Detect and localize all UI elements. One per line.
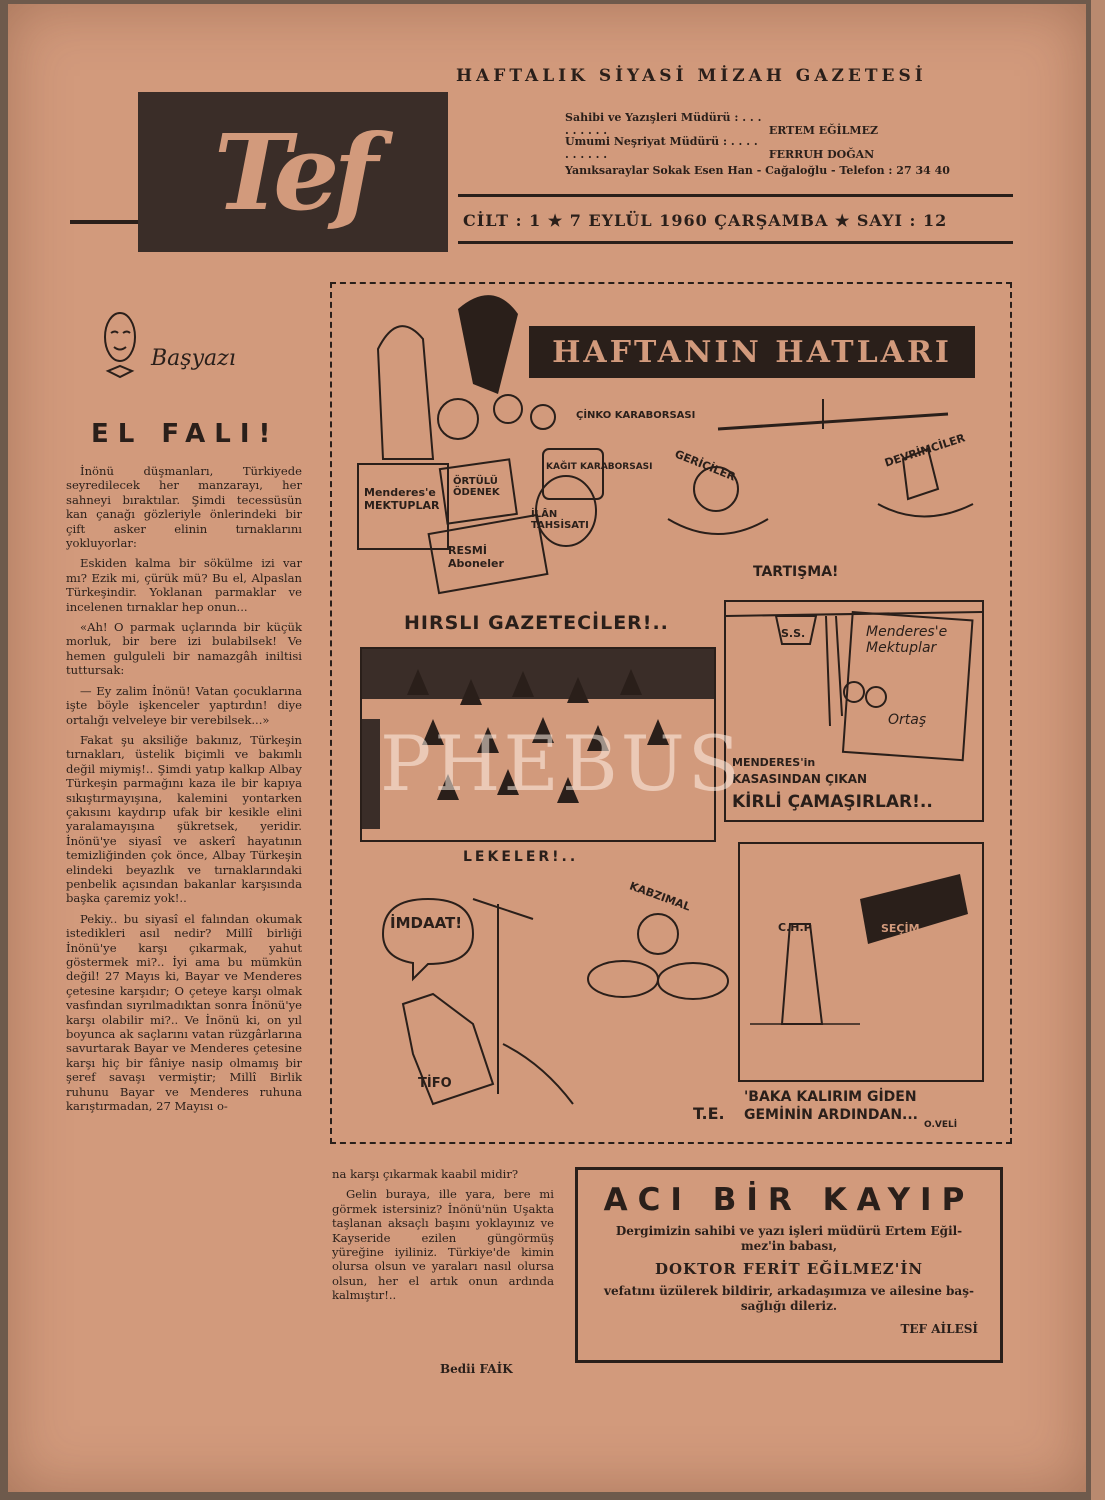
paragraph: Gelin buraya, ille yara, bere mi görmek istersiniz? İnönü'nün Uşakta taşlanan aksaçlı başını yoklayınız ve Kayseride ezilen güngörmüş yüreğine iyiliniz. Türkiye'de kimin olursa olsun ve yaraları nasıl olursa olsun, her el artık onun ardında kalmıştır!.. [332,1187,554,1303]
editorial-column-1 [66,464,302,1119]
newspaper-page [8,4,1086,1492]
issue-top-rule [458,194,1013,197]
label-secim: SEÇİM [881,922,920,935]
panel-shadow [362,719,380,829]
obituary-signature: TEF AİLESİ [900,1322,978,1336]
label-gericiler: GERİCİLER [672,447,738,484]
editorial-headline: EL FALI! [91,419,280,449]
obituary-name: DOKTOR FERİT EĞİLMEZ'İN [654,1260,924,1278]
label-kagit: KAĞIT KARABORSASI [546,462,653,472]
caption-geminin: GEMİNİN ARDINDAN... [744,1107,919,1123]
paragraph: Fakat şu aksiliğe bakınız, Türkeşin tırnakları, üstelik biçimli ve bakımlı değil miymiş!.. Şimdi yatıp kalkıp Albay Türkeşin parmağını kaza ile bir kapıya sıkıştırmayışına, kalemini yontarken çakısını kaydırıp ufak bir kesikle elini yaralamayışına şükretsek, yeridir. İnönü'ye siyasî ve askerî hayatının temizliğinden çok önce, Albay Türkeşin elindeki beyazlık ve tırnaklarındaki penbelik açısından bakanlar karşısında başka çaremiz yok!.. [66,732,302,906]
kabzimal-drawing [583,899,733,1009]
label-ortulu-odenek: ÖRTÜLÜ ÖDENEK [453,476,500,498]
label-menderese-mektuplar: Menderes'e Mektuplar [866,624,948,656]
address-line: Yanıksaraylar Sokak Esen Han - Cağaloğlu - Telefon : 27 34 40 [565,164,950,177]
section-label: Başyazı [151,346,236,371]
label-devrimciler: DEVRİMCİLER [883,431,967,470]
label-resmi-aboneler: RESMİ Aboneler [448,544,504,570]
obituary-line: vefatını üzülerek bildirir, arkadaşımıza ve ailesine baş- [604,1284,974,1298]
obituary-line: Dergimizin sahibi ve yazı işleri müdürü Ertem Eğil- [615,1224,963,1238]
stain-icon [407,669,429,695]
stain-icon [512,671,534,697]
paragraph: — Ey zalim İnönü! Vatan çocuklarına işte böyle işkenceler yaptırdın! diye ortalığı velveleye bir verebilsek...» [66,683,302,727]
paragraph: «Ah! O parmak uçlarında bir küçük morluk, bir bere izi bulabilsek! Ve hemen gulguleli bir namazgâh iniltisi tuttursak: [66,620,302,678]
publisher-line [565,135,874,161]
issue-line: CİLT : 1 ★ 7 EYLÜL 1960 ÇARŞAMBA ★ SAYI : 12 [463,211,948,230]
caption-kasasindan: KASASINDAN ÇIKAN [732,772,868,786]
editorial-column-2 [332,1167,554,1309]
banner-title: HAFTANIN HATLARI [552,334,952,370]
publisher-label: Umumi Neşriyat Müdürü : . . . . . . . . . . [565,135,758,161]
label-chp: C.H.P [778,921,812,934]
scale-drawing [658,389,988,589]
caption-lekeler: LEKELER!.. [463,849,579,865]
stain-icon [460,679,482,705]
publisher-name: FERRUH DOĞAN [768,148,875,161]
masthead-tagline: HAFTALIK SİYASİ MİZAH GAZETESİ [456,66,927,86]
paragraph: İnönü düşmanları, Türkiyede seyredilecek her manzarayı, her sahneyi bıraktılar. Şimdi tecessüsün kan çanağı gözleriyle önlerindeki bir çift asker elinin tırnaklarını yokluyorlar: [66,464,302,551]
caption-menderesin: MENDERES'in [732,756,816,769]
obituary-box [575,1167,1003,1363]
page-edge [1091,0,1105,1500]
caption-tartisma: TARTIŞMA! [753,564,839,580]
obituary-title: ACI BİR KAYIP [603,1182,975,1218]
masthead-left-rule [70,220,138,224]
label-tifo: TİFO [418,1076,452,1091]
stain-icon [620,669,642,695]
caricature-face-icon [98,309,142,389]
artist-signature: T.E. [693,1104,725,1123]
label-cinko: ÇİNKO KARABORSASI [576,410,696,421]
obituary-line: mez'in babası, [740,1239,838,1253]
bubble-imdaat: İMDAAT! [390,914,463,932]
owner-line [565,111,878,137]
label-ilan: İLÂN TAHSİSATI [531,509,589,531]
logo-text: Tef [213,110,373,234]
ship-drawing [740,844,982,1080]
watermark: PHEBUS [380,719,743,808]
obituary-line: sağlığı dileriz. [740,1299,838,1313]
issue-bottom-rule [458,241,1013,244]
owner-label: Sahibi ve Yazışleri Müdürü : . . . . . . . . . [565,111,762,137]
credit-oveli: O.VELİ [924,1120,958,1130]
paragraph: Pekiy.. bu siyasî el falından okumak istedikleri asıl nedir? Millî birliği İnönü'ye karşı çıkarmak, yahut göstermek mi?.. İyi ama bu mümkün değil! 27 Mayıs ki, Bayar ve Menderes çetesine karşıdır; O çeteye karşı olmak vasfından sıyrılmadıktan sonra İnönü'ye karşı olabilir mi?.. Ve İnönü ki, on yıl boyunca ak saçlarını vatan rüzgârlarına savurtarak Bayar ve Menderes çetesine karşı hiç bir fâniye nasip olmamış bir şeref savaşı vermiştir; Millî Birlik ruhunu Bayar ve Menderes ruhuna karıştırmadan, 27 Mayısı o- [66,911,302,1114]
tef-logo [138,92,448,252]
stain-icon [567,677,589,703]
paragraph: Eskiden kalma bir sökülme izi var mı? Ezik mi, çürük mü? Bu el, Alpaslan Türkeşindir. Yoklanan parmaklar ve incelenen tırnaklar hep onun... [66,556,302,614]
label-ss: S.S. [781,627,806,640]
label-mektuplar: Menderes'e MEKTUPLAR [364,486,440,512]
caption-baka-kalirim: 'BAKA KALIRIM GİDEN [744,1089,917,1105]
editorial-author: Bedii FAİK [440,1362,513,1376]
paragraph: na karşı çıkarmak kaabil midir? [332,1167,519,1181]
label-ortas: Ortaş [888,712,927,728]
owner-name: ERTEM EĞİLMEZ [768,124,879,137]
caption-kirli-camasirlar: KİRLİ ÇAMAŞIRLAR!.. [732,792,933,812]
label-kabzimal: KABZIMAL [627,879,693,914]
caption-hirsli-gazeteciler: HIRSLI GAZETECİLER!.. [404,612,669,634]
